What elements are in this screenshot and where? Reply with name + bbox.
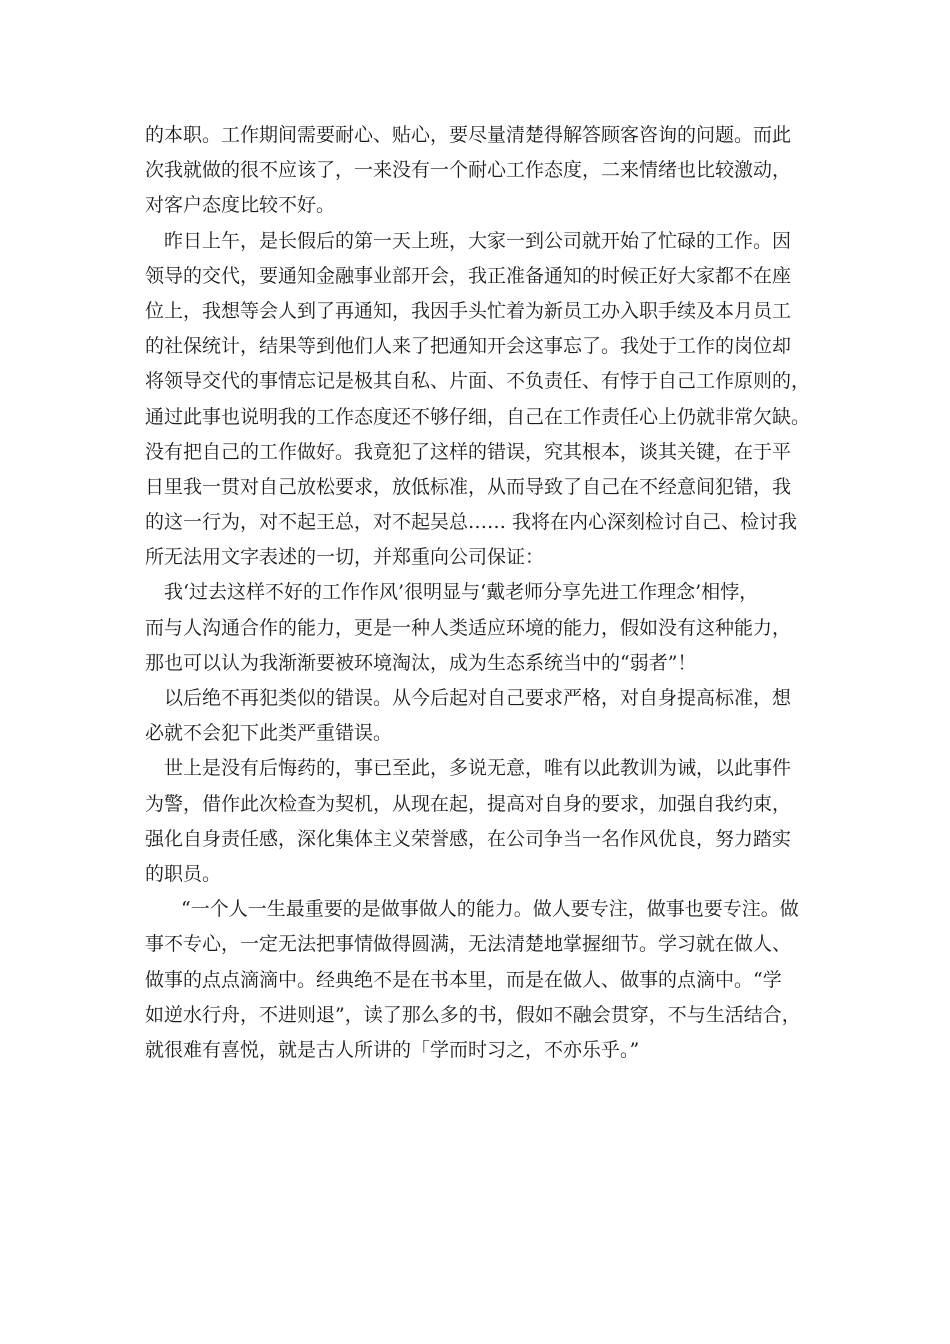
text-line: 领导的交代，要通知金融事业部开会，我正准备通知的时候正好大家都不在座 — [145, 264, 792, 287]
text-line: 为警，借作此次检查为契机，从现在起，提高对自身的要求，加强自我约束， — [145, 792, 792, 815]
paragraph-start-line: 我‘过去这样不好的工作作风’很明显与‘戴老师分享先进工作理念’相悖， — [164, 581, 759, 604]
text-line: 的这一行为，对不起王总，对不起吴总…… 我将在内心深刻检讨自己、检讨我 — [145, 511, 798, 534]
paragraph-start-line: “一个人一生最重要的是做事做人的能力。做人要专注，做事也要专注。做 — [181, 898, 799, 921]
text-line: 位上，我想等会人到了再通知，我因手头忙着为新员工办入职手续及本月员工 — [145, 299, 792, 322]
text-line: 没有把自己的工作做好。我竟犯了这样的错误，究其根本，谈其关键，在于平 — [145, 440, 792, 463]
text-line: 必就不会犯下此类严重错误。 — [145, 722, 393, 745]
text-line: 将领导交代的事情忘记是极其自私、片面、不负责任、有悖于自己工作原则的， — [145, 370, 811, 393]
text-line: 那也可以认为我渐渐要被环境淘汰，成为生态系统当中的“弱者”！ — [145, 651, 697, 674]
text-line: 事不专心，一定无法把事情做得圆满，无法清楚地掌握细节。学习就在做人、 — [145, 933, 792, 956]
text-line: 的社保统计，结果等到他们人来了把通知开会这事忘了。我处于工作的岗位却 — [145, 335, 792, 358]
text-line: 做事的点点滴滴中。经典绝不是在书本里，而是在做人、做事的点滴中。“学 — [145, 968, 782, 991]
text-line: 次我就做的很不应该了，一来没有一个耐心工作态度，二来情绪也比较激动， — [145, 159, 792, 182]
text-line: 的职员。 — [145, 862, 222, 885]
paragraph-start-line: 以后绝不再犯类似的错误。从今后起对自己要求严格，对自身提高标准，想 — [164, 687, 792, 709]
document-body — [145, 118, 825, 1068]
paragraph-start-line: 昨日上午，是长假后的第一天上班，大家一到公司就开始了忙碌的工作。因 — [164, 229, 792, 252]
text-line: 对客户态度比较不好。 — [145, 194, 336, 217]
text-line: 如逆水行舟，不进则退”，读了那么多的书，假如不融会贯穿，不与生活结合， — [145, 1003, 801, 1026]
text-line: 所无法用文字表述的一切，并郑重向公司保证： — [145, 546, 545, 569]
text-line: 的本职。工作期间需要耐心、贴心，要尽量清楚得解答顾客咨询的问题。而此 — [145, 124, 792, 146]
text-line: 就很难有喜悦，就是古人所讲的「学而时习之，不亦乐乎。” — [145, 1038, 640, 1061]
text-line: 强化自身责任感，深化集体主义荣誉感，在公司争当一名作风优良，努力踏实 — [145, 827, 792, 850]
text-line: 而与人沟通合作的能力，更是一种人类适应环境的能力，假如没有这种能力， — [145, 616, 792, 639]
text-line: 日里我一贯对自己放松要求，放低标准，从而导致了自己在不经意间犯错，我 — [145, 475, 792, 498]
text-line: 通过此事也说明我的工作态度还不够仔细，自己在工作责任心上仍就非常欠缺。 — [145, 405, 811, 428]
paragraph-start-line: 世上是没有后悔药的，事已至此，多说无意，唯有以此教训为诫，以此事件 — [164, 757, 792, 780]
